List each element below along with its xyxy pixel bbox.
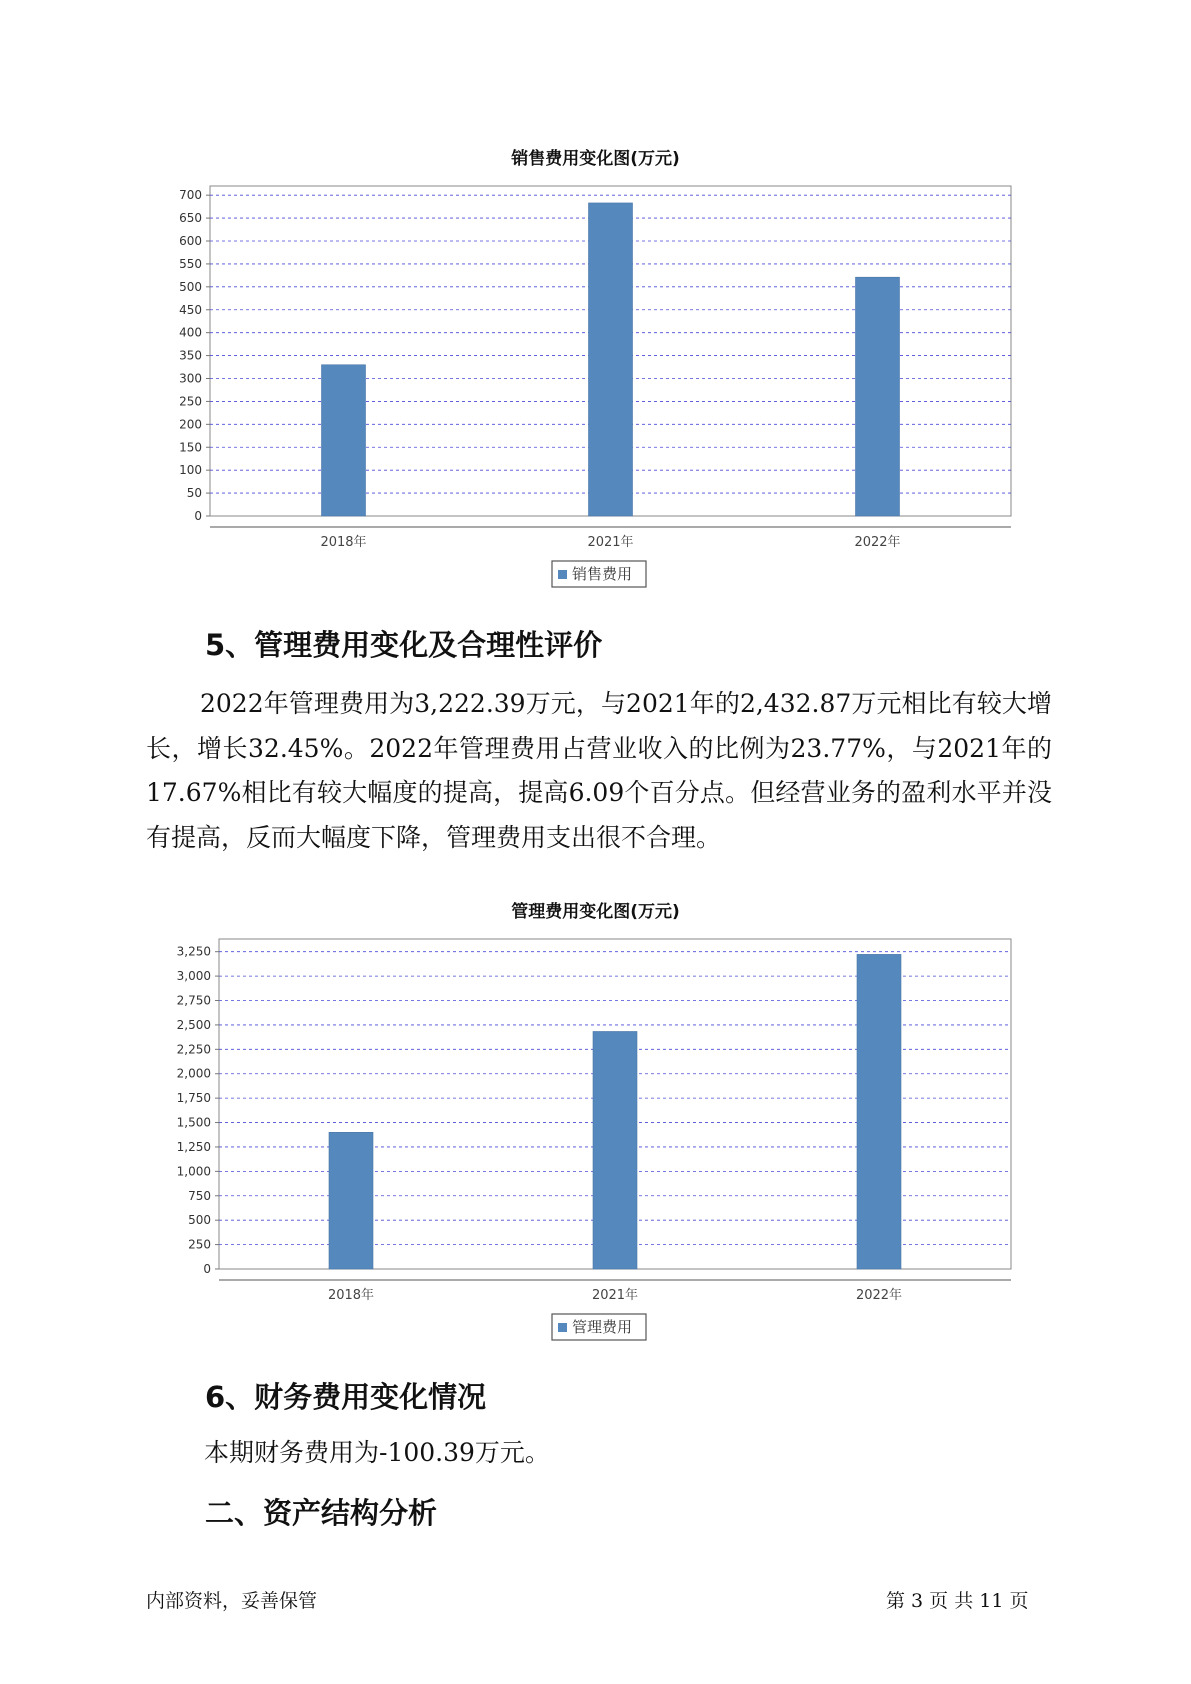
y-tick-label: 3,250: [176, 944, 211, 959]
x-tick-label: 2022年: [855, 1288, 903, 1303]
y-tick-label: 2,250: [176, 1042, 211, 1057]
y-tick-label: 3,000: [176, 969, 211, 984]
y-tick-label: 2,500: [176, 1017, 211, 1032]
bar-2022年: [856, 277, 900, 516]
sales-expense-chart: [0, 170, 1191, 610]
bar-2021年: [593, 1031, 637, 1269]
section6-text: 本期财务费用为-100.39万元。: [204, 1438, 550, 1467]
bar-2018年: [322, 365, 366, 516]
sales-chart-title: 销售费用变化图(万元): [511, 149, 680, 169]
section6-heading: 6、财务费用变化情况: [205, 1380, 487, 1414]
y-tick-label: 600: [179, 234, 202, 248]
y-tick-label: 550: [179, 256, 202, 271]
admin-chart-title: 管理费用变化图(万元): [511, 902, 680, 922]
footer-confidential-note: 内部资料，妥善保管: [146, 1590, 318, 1612]
y-tick-label: 1,000: [176, 1164, 211, 1179]
x-tick-label: 2021年: [587, 535, 634, 550]
y-tick-label: 450: [179, 302, 202, 317]
x-tick-label: 2021年: [591, 1288, 639, 1303]
y-tick-label: 650: [179, 211, 202, 226]
y-tick-label: 1,250: [176, 1139, 211, 1154]
footer-page-number: 第 3 页 共 11 页: [886, 1590, 1029, 1612]
y-tick-label: 250: [188, 1237, 211, 1252]
bar-2021年: [589, 203, 633, 516]
x-tick-label: 2018年: [320, 535, 367, 550]
admin-expense-chart: [0, 923, 1191, 1363]
x-tick-label: 2018年: [327, 1288, 375, 1303]
bar-2022年: [857, 954, 901, 1269]
y-tick-label: 350: [179, 348, 202, 363]
y-tick-label: 2,000: [176, 1066, 211, 1081]
y-tick-label: 100: [179, 463, 202, 478]
y-tick-label: 1,500: [176, 1115, 211, 1130]
bar-2018年: [329, 1132, 373, 1269]
section5-paragraph: 2022年管理费用为3,222.39万元，与2021年的2,432.87万元相比有较大增长，增长32.45%。2022年管理费用占营业收入的比例为23.77%，与2021年的17.67%相比有较大幅度的提高，提高6.09个百分点。但经营业务的盈利水平并没有提高，反而大幅度下降，管理费用支出很不合理。: [146, 689, 1052, 852]
y-tick-label: 0: [203, 1262, 211, 1276]
y-tick-label: 1,750: [176, 1091, 211, 1106]
y-tick-label: 400: [179, 325, 202, 340]
y-tick-label: 500: [179, 279, 202, 294]
y-tick-label: 50: [186, 486, 202, 501]
y-tick-label: 700: [179, 188, 202, 203]
section5-heading: 5、管理费用变化及合理性评价: [205, 628, 603, 662]
y-tick-label: 500: [188, 1213, 211, 1228]
y-tick-label: 150: [179, 440, 202, 455]
legend-label: 管理费用: [572, 1318, 633, 1336]
y-tick-label: 300: [179, 371, 202, 386]
x-tick-label: 2022年: [854, 535, 901, 550]
section-two-heading: 二、资产结构分析: [205, 1496, 438, 1530]
y-tick-label: 750: [188, 1188, 211, 1203]
legend-swatch: [558, 1323, 567, 1332]
legend-swatch: [558, 570, 567, 579]
y-tick-label: 200: [179, 417, 202, 432]
y-tick-label: 2,750: [176, 993, 211, 1008]
legend-label: 销售费用: [572, 565, 633, 583]
y-tick-label: 0: [194, 509, 202, 523]
y-tick-label: 250: [179, 394, 202, 409]
